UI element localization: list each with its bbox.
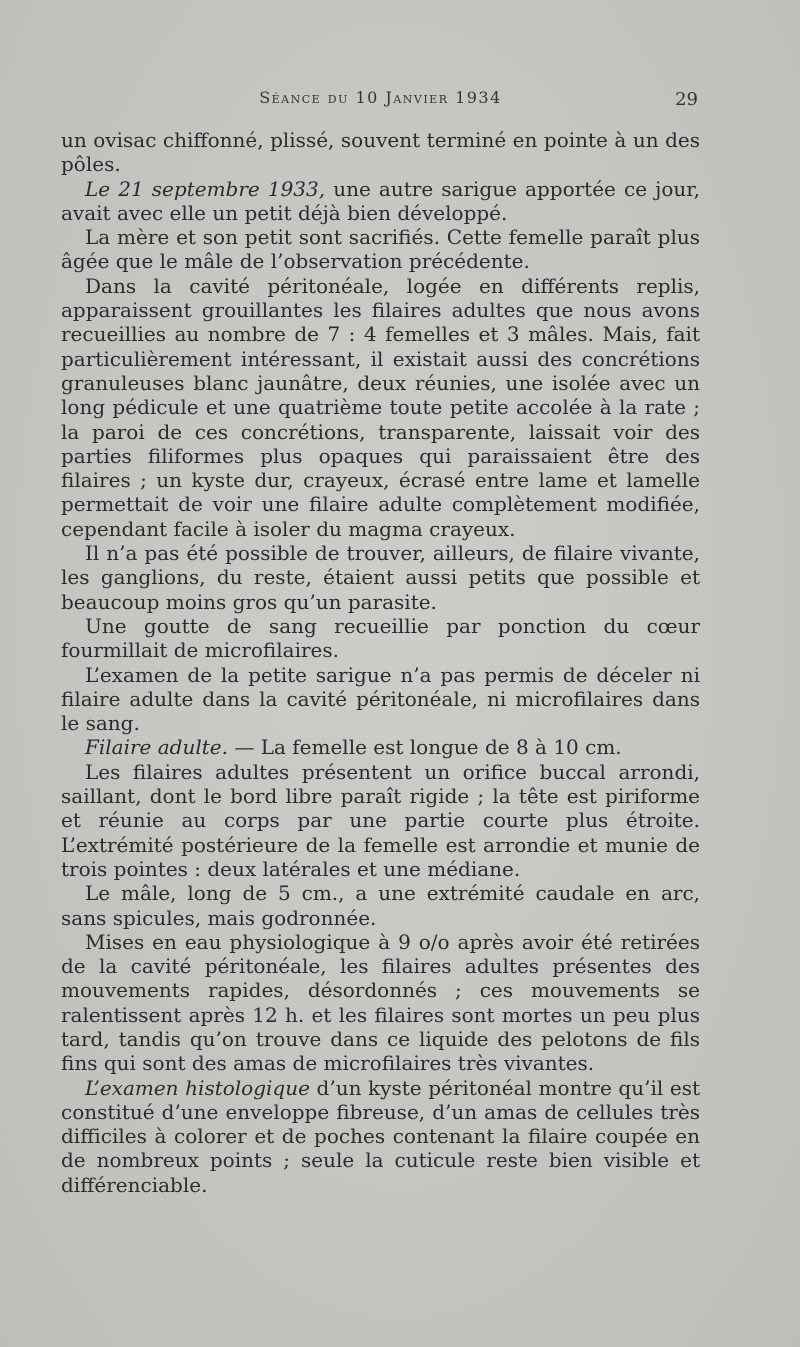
- running-head: [61, 88, 700, 118]
- paragraph-text: Les filaires adultes présentent un orifice buccal arrondi, saillant, dont le bord libre paraît rigide ; la tête est piriforme et réunie au corps par une partie courte plus étroite. L’extrémité postérieure de la femelle est arrondie et munie de trois pointes : deux latérales et une médiane.: [61, 759, 700, 881]
- paragraph: [61, 614, 700, 663]
- paragraph-text: une autre sarigue apportée ce jour, avait avec elle un petit déjà bien développé.: [61, 176, 700, 225]
- running-title: Séance du 10 Janvier 1934: [259, 88, 502, 107]
- paragraph-text: Mises en eau physiologique à 9 o/o après avoir été retirées de la cavité péritonéale, les filaires adultes présentes des mouvements rapides, désordonnés ; ces mouvements se ralentissent après 12 h. et les filaires sont mortes un peu plus tard, tandis qu’on trouve dans ce liquide des pelotons de fils fins qui sont des amas de microfilaires très vivantes.: [61, 929, 700, 1076]
- paragraph: [61, 177, 700, 226]
- paragraph: [61, 735, 700, 759]
- paragraph-text: — La femelle est longue de 8 à 10 cm.: [227, 735, 622, 760]
- paragraph-text: Le mâle, long de 5 cm., a une extrémité caudale en arc, sans spicules, mais godronnée.: [61, 881, 700, 930]
- page-number: 29: [675, 89, 698, 110]
- paragraph: [61, 128, 700, 177]
- text-body: [61, 128, 700, 1197]
- paragraph-text: un ovisac chiffonné, plissé, souvent terminé en pointe à un des pôles.: [61, 128, 700, 177]
- paragraph: [61, 541, 700, 614]
- paragraph-text: La mère et son petit sont sacrifiés. Cette femelle paraît plus âgée que le mâle de l’observation précédente.: [61, 225, 700, 274]
- book-page: [61, 88, 700, 1197]
- paragraph-text: Une goutte de sang recueillie par ponction du cœur fourmillait de microfilaires.: [61, 613, 700, 663]
- paragraph: [61, 225, 700, 274]
- paragraph: [61, 760, 700, 881]
- paragraph: [61, 274, 700, 541]
- paragraph: [61, 881, 700, 930]
- paragraph-lead: Le 21 septembre 1933,: [85, 176, 326, 201]
- paragraph-text: Il n’a pas été possible de trouver, ailleurs, de filaire vivante, les ganglions, du reste, étaient aussi petits que possible et beaucoup moins gros qu’un parasite.: [61, 541, 700, 614]
- paragraph: [61, 930, 700, 1076]
- paragraph: [61, 663, 700, 736]
- paragraph-text: L’examen de la petite sarigue n’a pas permis de déceler ni filaire adulte dans la cavité péritonéale, ni microfilaires dans le sang.: [61, 662, 700, 736]
- paragraph-lead: L’examen histologique: [85, 1075, 310, 1100]
- paragraph-lead: Filaire adulte.: [85, 735, 228, 760]
- paragraph-text: d’un kyste péritonéal montre qu’il est constitué d’une enveloppe fibreuse, d’un amas de cellules très difficiles à colorer et de poches contenant la filaire coupée en de nombreux points ; seule la cuticule reste bien visible et différenciable.: [61, 1075, 700, 1197]
- paragraph-text: Dans la cavité péritonéale, logée en différents replis, apparaissent grouillantes les filaires adultes que nous avons recueillies au nombre de 7 : 4 femelles et 3 mâles. Mais, fait particulièrement intéressant, il existait aussi des concrétions granuleuses blanc jaunâtre, deux réunies, une isolée avec un long pédicule et une quatrième toute petite accolée à la rate ; la paroi de ces concrétions, transparente, laissait voir des parties filiformes plus opaques qui paraissaient être des filaires ; un kyste dur, crayeux, écrasé entre lame et lamelle permettait de voir une filaire adulte complètement modifiée, cependant facile à isoler du magma crayeux.: [61, 273, 700, 541]
- paragraph: [61, 1076, 700, 1197]
